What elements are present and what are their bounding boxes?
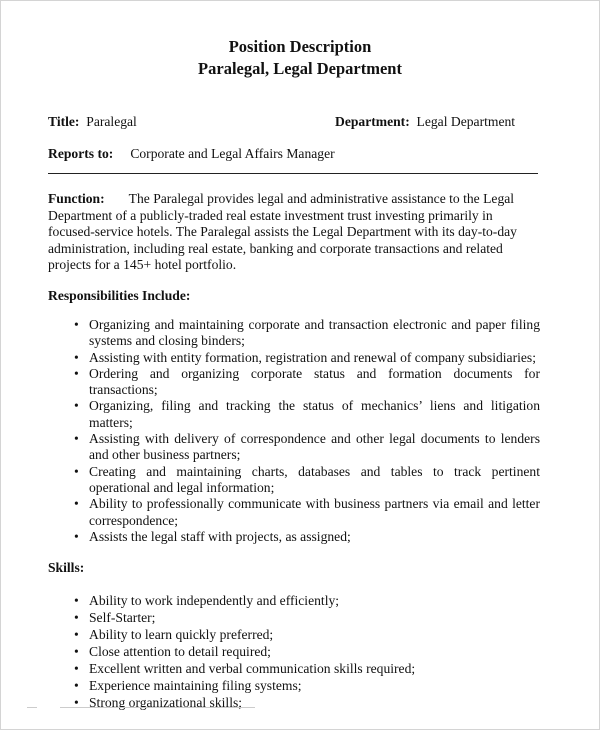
title-value: Paralegal <box>86 114 137 129</box>
reports-to-value: Corporate and Legal Affairs Manager <box>130 146 335 161</box>
list-item: • Ability to learn quickly preferred; <box>48 626 540 643</box>
list-item: • Self-Starter; <box>48 609 540 626</box>
reports-to-field <box>48 146 335 162</box>
list-item: • Assists the legal staff with projects, as assigned; <box>48 529 540 545</box>
department-label: Department: <box>335 114 410 129</box>
list-item: • Assisting with entity formation, registration and renewal of company subsidiaries; <box>48 350 540 366</box>
list-item: • Experience maintaining filing systems; <box>48 677 540 694</box>
title-field <box>48 114 137 130</box>
list-item: • Ordering and organizing corporate status and formation documents for transactions; <box>48 366 540 399</box>
list-item: • Assisting with delivery of correspondence and other legal documents to lenders and other business partners; <box>48 431 540 464</box>
list-item: • Close attention to detail required; <box>48 643 540 660</box>
title-label: Title: <box>48 114 80 129</box>
skills-heading: Skills: <box>48 560 85 575</box>
doc-title: Position Description <box>228 37 372 56</box>
department-value: Legal Department <box>416 114 516 129</box>
skills-list <box>48 592 540 711</box>
footer-rule-short <box>27 707 37 708</box>
function-text: The Paralegal provides legal and administrative assistance to the Legal Department of a publicly-traded real estate investment trust investing primarily in focused-service hotels. The Paralegal assists the Legal Department with its day-to-day administration, including real estate, banking and corporate transactions and related projects for a 145+ hotel portfolio. <box>48 191 517 273</box>
reports-to-label: Reports to: <box>48 146 114 161</box>
divider <box>48 173 538 174</box>
department-field <box>335 114 515 130</box>
function-label: Function: <box>48 191 105 206</box>
list-item: • Excellent written and verbal communication skills required; <box>48 660 540 677</box>
list-item: • Ability to work independently and efficiently; <box>48 592 540 609</box>
list-item: • Ability to professionally communicate with business partners via email and letter correspondence; <box>48 496 540 529</box>
list-item: • Creating and maintaining charts, databases and tables to track pertinent operational and legal information; <box>48 464 540 497</box>
doc-subtitle: Paralegal, Legal Department <box>198 59 402 78</box>
list-item: • Organizing and maintaining corporate and transaction electronic and paper filing systems and closing binders; <box>48 317 540 350</box>
responsibilities-list <box>48 317 540 545</box>
responsibilities-heading: Responsibilities Include: <box>48 288 191 303</box>
list-item: • Strong organizational skills; <box>48 694 540 711</box>
list-item: • Organizing, filing and tracking the status of mechanics’ liens and litigation matters; <box>48 398 540 431</box>
footer-rule <box>60 707 255 708</box>
function-paragraph <box>48 191 540 274</box>
